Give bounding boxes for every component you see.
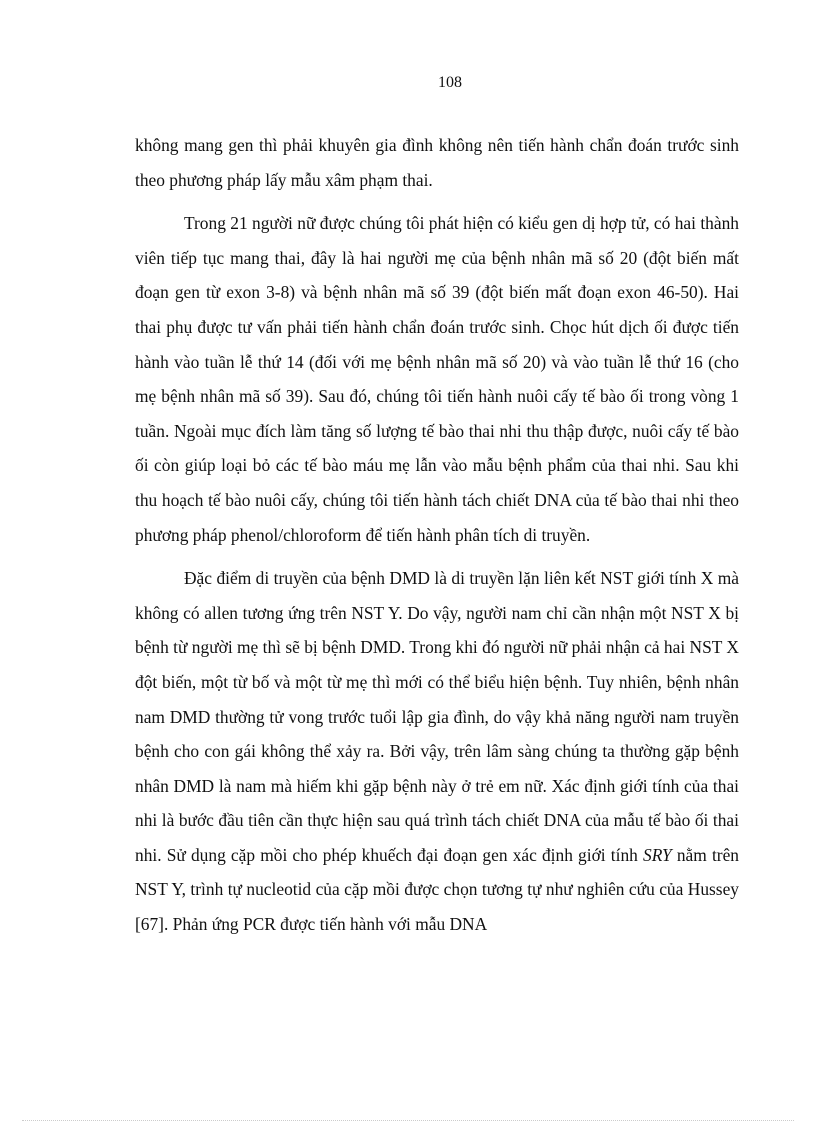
paragraph-prenatal-diagnosis: Trong 21 người nữ được chúng tôi phát hiện có kiểu gen dị hợp tử, có hai thành viên tiếp tục mang thai, đây là hai người mẹ của bệnh nhân mã số 20 (đột biến mất đoạn gen từ exon 3-8) và bệnh nhân mã số 39 (đột biến mất đoạn exon 46-50). Hai thai phụ được tư vấn phải tiến hành chẩn đoán trước sinh. Chọc hút dịch ối được tiến hành vào tuần lễ thứ 14 (đối với mẹ bệnh nhân mã số 20) và vào tuần lễ thứ 16 (cho mẹ bệnh nhân mã số 39). Sau đó, chúng tôi tiến hành nuôi cấy tế bào ối trong vòng 1 tuần. Ngoài mục đích làm tăng số lượng tế bào thai nhi thu thập được, nuôi cấy tế bào ối còn giúp loại bỏ các tế bào máu mẹ lẫn vào mẫu bệnh phẩm của thai nhi. Sau khi thu hoạch tế bào nuôi cấy, chúng tôi tiến hành tách chiết DNA của tế bào thai nhi theo phương pháp phenol/chloroform để tiến hành phân tích di truyền. <box>135 213 739 545</box>
page-bottom-divider <box>22 1120 794 1121</box>
document-body <box>135 128 739 942</box>
paragraph-continuation: không mang gen thì phải khuyên gia đình không nên tiến hành chẩn đoán trước sinh theo phương pháp lấy mẫu xâm phạm thai. <box>135 135 739 190</box>
gene-name-sry: SRY <box>643 844 672 865</box>
paragraph-text-before-gene: Đặc điểm di truyền của bệnh DMD là di truyền lặn liên kết NST giới tính X mà không có allen tương ứng trên NST Y. Do vậy, người nam chỉ cần nhận một NST X bị bệnh từ người mẹ thì sẽ bị bệnh DMD. Trong khi đó người nữ phải nhận cả hai NST X đột biến, một từ bố và một từ mẹ thì mới có thể biểu hiện bệnh. Tuy nhiên, bệnh nhân nam DMD thường tử vong trước tuổi lập gia đình, do vậy khả năng người nam truyền bệnh cho con gái không thể xảy ra. Bởi vậy, trên lâm sàng chúng ta thường gặp bệnh nhân DMD là nam mà hiếm khi gặp bệnh này ở trẻ em nữ. Xác định giới tính của thai nhi là bước đầu tiên cần thực hiện sau quá trình tách chiết DNA của mẫu tế bào ối thai nhi. Sử dụng cặp mồi cho phép khuếch đại đoạn gen xác định giới tính <box>135 568 739 865</box>
paragraph-text-after-gene: nằm trên NST Y, trình tự nucleotid của cặp mồi được chọn tương tự như nghiên cứu của Hussey [67]. Phản ứng PCR được tiến hành với mẫu DNA <box>135 844 739 935</box>
page-number: 108 <box>438 74 462 91</box>
paragraph-dmd-inheritance <box>135 561 739 942</box>
